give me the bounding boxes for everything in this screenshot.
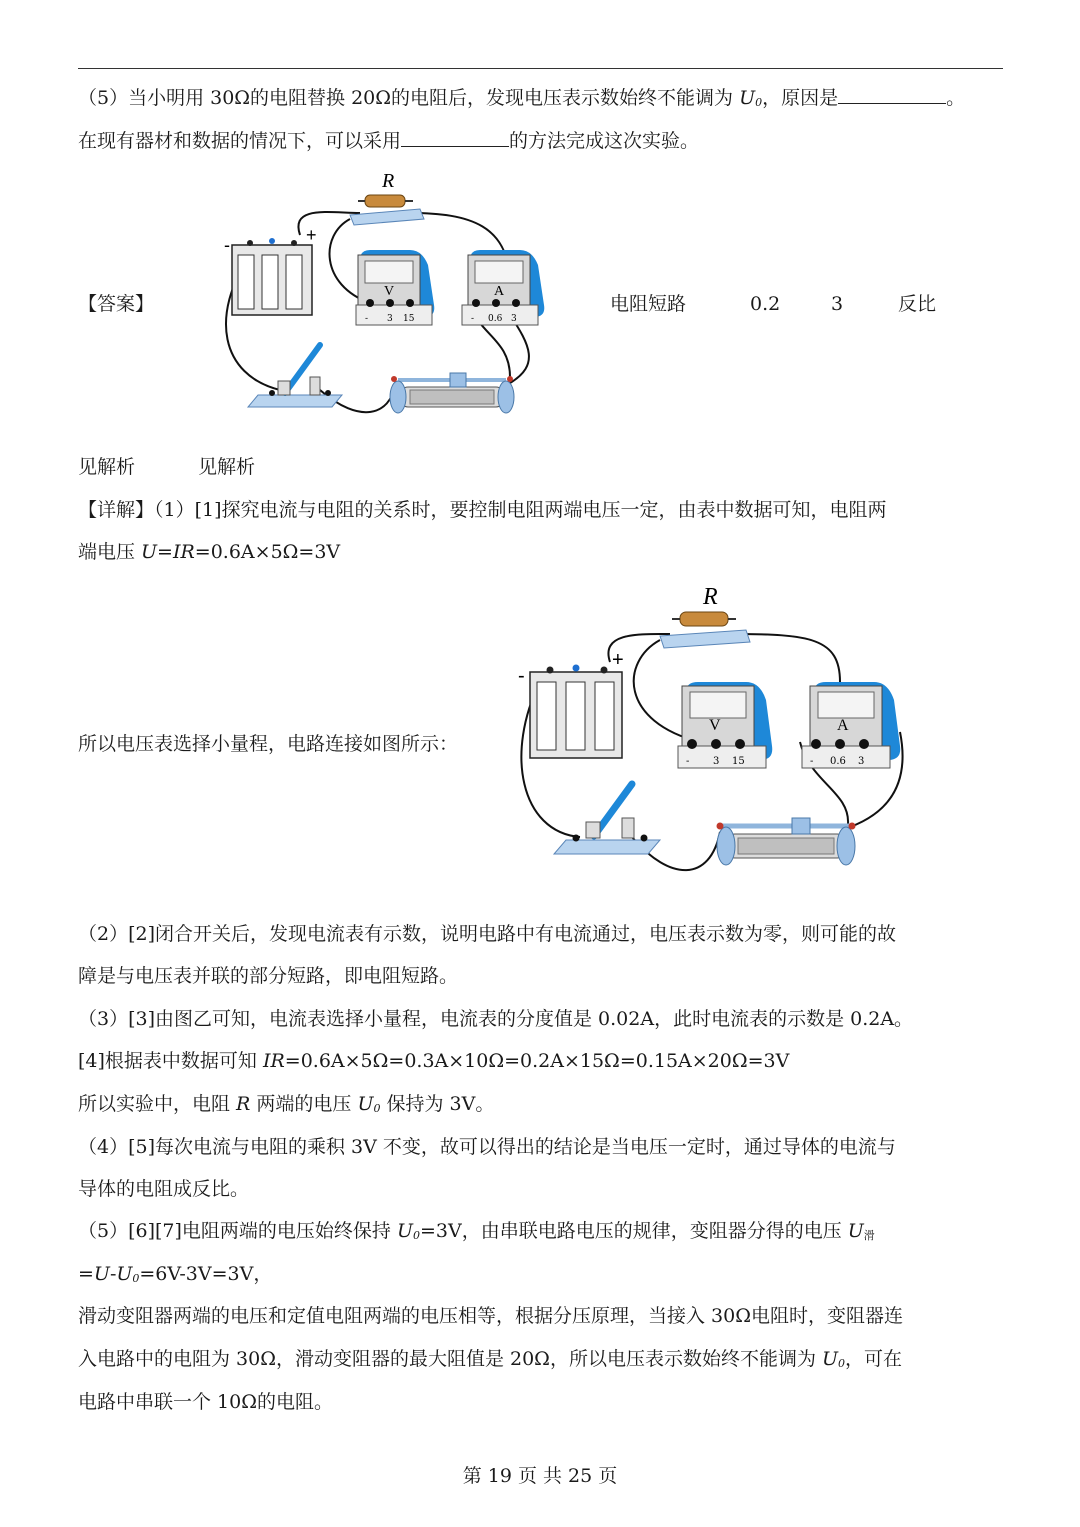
resistor-label: R bbox=[382, 170, 395, 192]
text: （1）[1]探究电流与电阻的关系时，要控制电阻两端电压一定，由表中数据可知，电阻两 bbox=[154, 499, 887, 521]
ammeter bbox=[462, 250, 544, 325]
circuit-diagram-detail bbox=[510, 582, 910, 897]
detail-p3-line-2 bbox=[78, 1047, 789, 1075]
var-u: U bbox=[357, 1093, 374, 1115]
subscript: 0 bbox=[132, 1272, 140, 1285]
text: =0.6A×5Ω=0.3A×10Ω=0.2A×15Ω=0.15A×20Ω=3V bbox=[284, 1050, 790, 1072]
text: 入电路中的电阻为 30Ω，滑动变阻器的最大阻值是 20Ω，所以电压表示数始终不能调为 bbox=[78, 1348, 822, 1370]
var-u: U bbox=[739, 87, 756, 109]
detail-p1-line-2 bbox=[78, 538, 340, 566]
detail-p5-line-5: 电路中串联一个 10Ω的电阻。 bbox=[78, 1391, 333, 1413]
answer-item-4: 反比 bbox=[898, 293, 937, 315]
subscript: 0 bbox=[373, 1102, 381, 1115]
detail-p1-line-1 bbox=[78, 496, 887, 524]
formula: IR bbox=[262, 1050, 285, 1072]
subscript: 滑 bbox=[863, 1229, 875, 1242]
var-u: U bbox=[93, 1263, 110, 1285]
voltmeter-label: V bbox=[709, 717, 721, 734]
text: 保持为 3V。 bbox=[380, 1093, 495, 1115]
voltmeter-label: V bbox=[384, 284, 395, 299]
detail-p2-line-2: 障是与电压表并联的部分短路，即电阻短路。 bbox=[78, 965, 459, 987]
detail-label: 【详解】 bbox=[78, 499, 155, 521]
resistor-label: R bbox=[703, 584, 718, 610]
detail-p3-line-3 bbox=[78, 1090, 494, 1123]
answer-item-2: 0.2 bbox=[750, 293, 781, 315]
detail-p5-line-1 bbox=[78, 1217, 875, 1250]
battery bbox=[224, 225, 317, 315]
battery-minus-label: - bbox=[518, 665, 525, 687]
text: （5）[6][7]电阻两端的电压始终保持 bbox=[78, 1220, 397, 1242]
answer-blank-2[interactable] bbox=[401, 128, 509, 147]
text: [4]根据表中数据可知 bbox=[78, 1050, 263, 1072]
question-5-line-2 bbox=[78, 127, 699, 155]
a-term-06: 0.6 bbox=[830, 756, 846, 767]
answer-item-5: 见解析 bbox=[78, 456, 136, 478]
battery-plus-label: + bbox=[306, 225, 317, 245]
detail-p4-line-1: （4）[5]每次电流与电阻的乘积 3V 不变，故可以得出的结论是当电压一定时，通过导体的电流与 bbox=[78, 1136, 896, 1158]
question-5-line-1 bbox=[78, 84, 965, 117]
resistor bbox=[350, 170, 424, 225]
answer-label: 【答案】 bbox=[78, 293, 155, 315]
ammeter-label: A bbox=[837, 717, 849, 734]
var-u: U bbox=[821, 1348, 838, 1370]
rheostat bbox=[717, 818, 856, 865]
formula: U=IR bbox=[141, 541, 195, 563]
text: 两端的电压 bbox=[250, 1093, 358, 1115]
a-term-3: 3 bbox=[511, 314, 517, 324]
var-u: U bbox=[396, 1220, 413, 1242]
v-term-minus: - bbox=[686, 756, 690, 767]
ammeter-label: A bbox=[494, 284, 505, 299]
circuit-diagram-answer bbox=[210, 165, 590, 445]
var-u: U bbox=[847, 1220, 864, 1242]
v-term-3: 3 bbox=[713, 756, 720, 767]
text: ，可在 bbox=[845, 1348, 903, 1370]
v-term-15: 15 bbox=[732, 756, 745, 767]
subscript: 0 bbox=[838, 1357, 845, 1370]
v-term-15: 15 bbox=[403, 314, 415, 324]
resistor bbox=[660, 584, 750, 648]
detail-p1-line-3: 所以电压表选择小量程，电路连接如图所示： bbox=[78, 733, 459, 755]
text: ，原因是 bbox=[762, 87, 839, 109]
answer-item-6: 见解析 bbox=[198, 456, 256, 478]
detail-p2-line-1: （2）[2]闭合开关后，发现电流表有示数，说明电路中有电流通过，电压表示数为零，则可能的故 bbox=[78, 923, 897, 945]
switch bbox=[248, 345, 342, 407]
voltmeter bbox=[678, 682, 772, 768]
answer-blank-1[interactable] bbox=[838, 85, 946, 104]
var-u: U bbox=[116, 1263, 133, 1285]
text: 在现有器材和数据的情况下，可以采用 bbox=[78, 130, 402, 152]
answer-item-1: 电阻短路 bbox=[610, 293, 687, 315]
text: =6V-3V=3V， bbox=[139, 1263, 273, 1285]
a-term-06: 0.6 bbox=[488, 314, 503, 324]
text: =3V，由串联电路电压的规律，变阻器分得的电压 bbox=[419, 1220, 848, 1242]
subscript: 0 bbox=[755, 96, 763, 109]
page-footer: 第 19 页 共 25 页 bbox=[462, 1465, 618, 1487]
text: - bbox=[109, 1263, 117, 1285]
detail-p5-line-4 bbox=[78, 1345, 902, 1378]
rheostat bbox=[390, 373, 514, 413]
subscript: 0 bbox=[412, 1229, 420, 1242]
text: = bbox=[78, 1263, 94, 1285]
ammeter bbox=[802, 682, 900, 768]
var-r: R bbox=[236, 1093, 251, 1115]
v-term-3: 3 bbox=[387, 314, 393, 324]
answer-item-3: 3 bbox=[831, 293, 844, 315]
a-term-3: 3 bbox=[858, 756, 865, 767]
text: 。 bbox=[946, 87, 966, 109]
text: 端电压 bbox=[78, 541, 142, 563]
switch bbox=[554, 784, 660, 854]
text: 的方法完成这次实验。 bbox=[509, 130, 700, 152]
detail-p5-line-3: 滑动变阻器两端的电压和定值电阻两端的电压相等，根据分压原理，当接入 30Ω电阻时，变阻器连 bbox=[78, 1305, 903, 1327]
text: 所以实验中，电阻 bbox=[78, 1093, 237, 1115]
a-term-minus: - bbox=[471, 314, 475, 324]
detail-p3-line-1: （3）[3]由图乙可知，电流表选择小量程，电流表的分度值是 0.02A，此时电流表的示数是 0.2A。 bbox=[78, 1008, 914, 1030]
text: =0.6A×5Ω=3V bbox=[194, 541, 341, 563]
v-term-minus: - bbox=[365, 314, 369, 324]
top-rule bbox=[78, 68, 1003, 69]
battery-plus-label: + bbox=[612, 649, 624, 671]
battery-minus-label: - bbox=[224, 235, 230, 255]
a-term-minus: - bbox=[810, 756, 814, 767]
text: （5）当小明用 30Ω的电阻替换 20Ω的电阻后，发现电压表示数始终不能调为 bbox=[78, 87, 740, 109]
battery bbox=[518, 649, 624, 758]
detail-p5-line-2 bbox=[78, 1260, 272, 1293]
voltmeter bbox=[356, 250, 434, 325]
detail-p4-line-2: 导体的电阻成反比。 bbox=[78, 1178, 250, 1200]
